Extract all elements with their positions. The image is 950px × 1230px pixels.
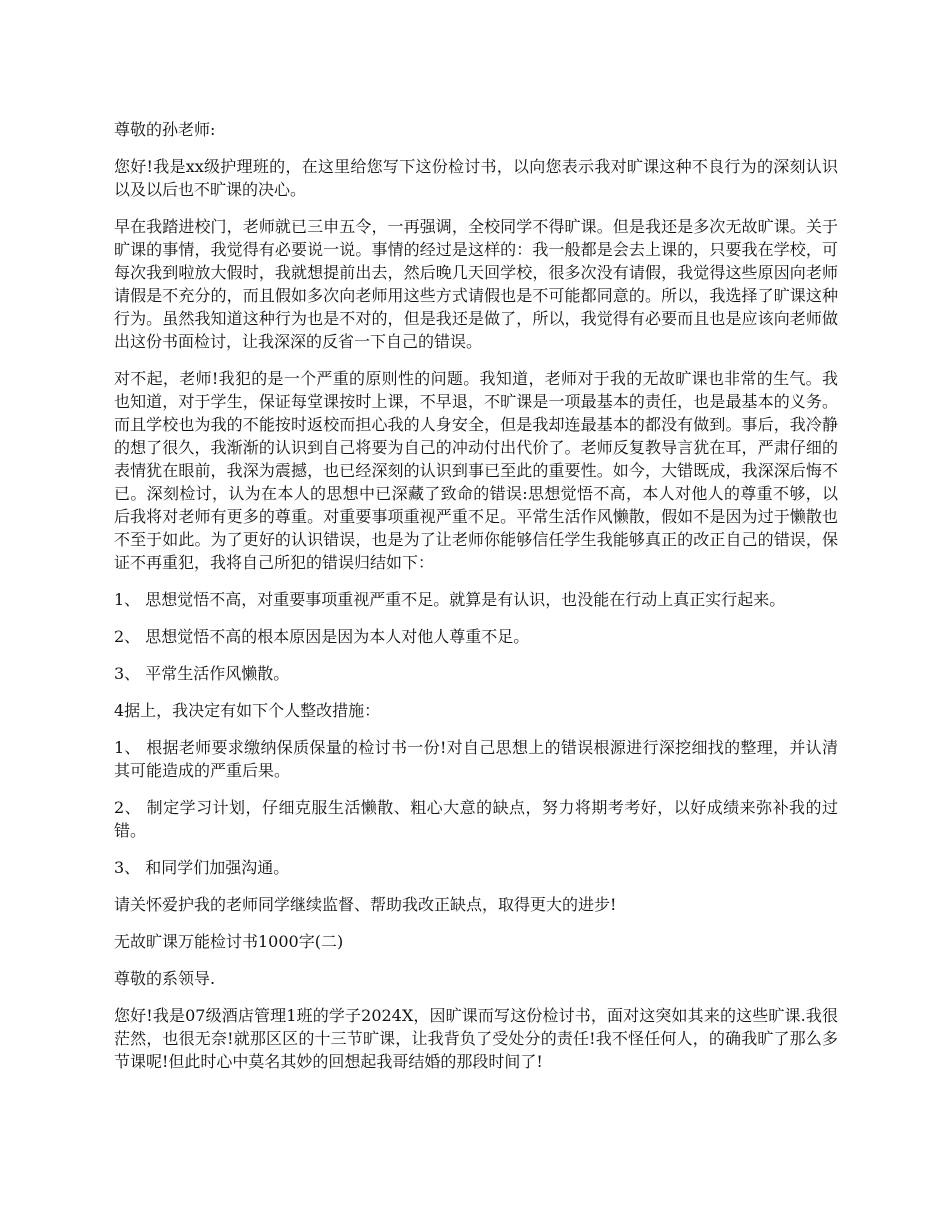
salutation: 尊敬的孙老师: bbox=[114, 120, 216, 139]
closing-paragraph: 请关怀爱护我的老师同学继续监督、帮助我改正缺点，取得更大的进步! bbox=[114, 895, 617, 914]
list-item: 3、 和同学们加强沟通。 bbox=[114, 858, 290, 877]
list-item: 2、 思想觉悟不高的根本原因是因为本人对他人尊重不足。 bbox=[114, 627, 530, 646]
body-paragraph: 早在我踏进校门，老师就已三申五令，一再强调，全校同学不得旷课。但是我还是多次无故旷课。关于旷课的事情，我觉得有必要说一说。事情的经过是这样的：我一般都是会去上课的，只要我在学校，可每次我到啦放大假时，我就想提前出去，然后晚几天回学校，很多次没有请假，我觉得这些原因向老师请假是不充分的，而且假如多次向老师用这些方式请假也是不可能都同意的。所以，我选择了旷课这种行为。虽然我知道这种行为也是不对的，但是我还是做了，所以，我觉得有必要而且也是应该向老师做出这份书面检讨，让我深深的反省一下自己的错误。 bbox=[114, 217, 838, 351]
salutation: 尊敬的系领导. bbox=[114, 969, 216, 988]
document-body bbox=[114, 118, 838, 1087]
section-title: 无故旷课万能检讨书1000字(二) bbox=[114, 932, 344, 951]
list-item: 3、 平常生活作风懒散。 bbox=[114, 664, 290, 683]
list-item: 1、 根据老师要求缴纳保质保量的检讨书一份!对自己思想上的错误根源进行深挖细找的整理，并认清其可能造成的严重后果。 bbox=[114, 738, 838, 780]
measures-heading: 4据上，我决定有如下个人整改措施： bbox=[114, 701, 381, 720]
intro-paragraph: 您好!我是xx级护理班的，在这里给您写下这份检讨书，以向您表示我对旷课这种不良行为的深刻认识以及以后也不旷课的决心。 bbox=[114, 157, 838, 199]
list-item: 2、 制定学习计划，仔细克服生活懒散、粗心大意的缺点，努力将期考考好，以好成绩来弥补我的过错。 bbox=[114, 798, 838, 840]
list-item: 1、 思想觉悟不高，对重要事项重视严重不足。就算是有认识，也没能在行动上真正实行起来。 bbox=[114, 590, 786, 609]
body-paragraph: 对不起，老师!我犯的是一个严重的原则性的问题。我知道，老师对于我的无故旷课也非常的生气。我也知道，对于学生，保证每堂课按时上课，不早退，不旷课是一项最基本的责任，也是最基本的义务。而且学校也为我的不能按时返校而担心我的人身安全，但是我却连最基本的都没有做到。事后，我冷静的想了很久，我渐渐的认识到自己将要为自己的冲动付出代价了。老师反复教导言犹在耳，严肃仔细的表情犹在眼前，我深为震撼，也已经深刻的认识到事已至此的重要性。如今，大错既成，我深深后悔不已。深刻检讨，认为在本人的思想中已深藏了致命的错误:思想觉悟不高，本人对他人的尊重不够，以后我将对老师有更多的尊重。对重要事项重视严重不足。平常生活作风懒散，假如不是因为过于懒散也不至于如此。为了更好的认识错误，也是为了让老师你能够信任学生我能够真正的改正自己的错误，保证不再重犯，我将自己所犯的错误归结如下： bbox=[114, 369, 838, 572]
body-paragraph: 您好!我是07级酒店管理1班的学子2024X，因旷课而写这份检讨书，面对这突如其来的这些旷课.我很茫然，也很无奈!就那区区的十三节旷课，让我背负了受处分的责任!我不怪任何人，的确我旷了那么多节课呢!但此时心中莫名其妙的回想起我哥结婚的那段时间了! bbox=[114, 1006, 838, 1071]
